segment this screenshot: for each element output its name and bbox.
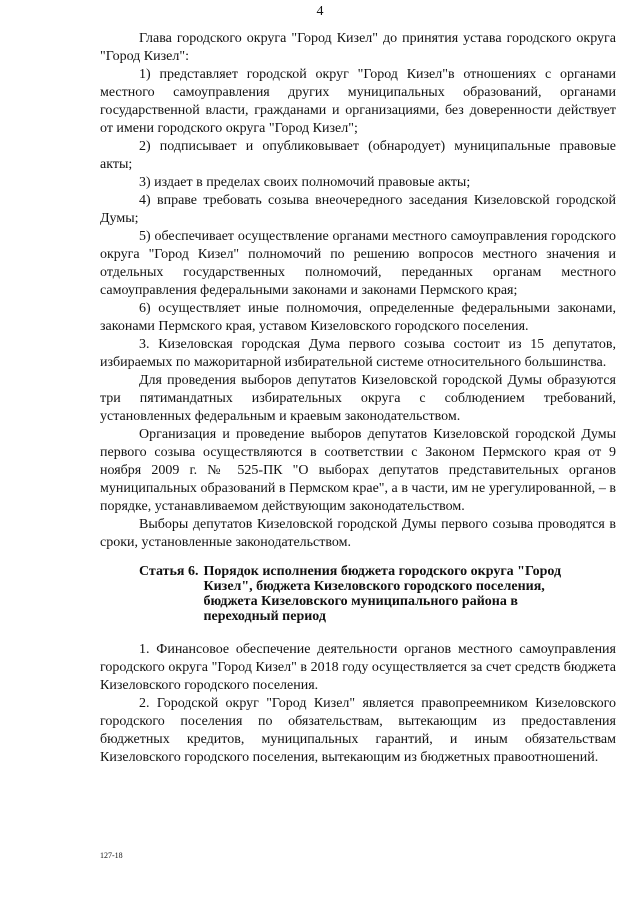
paragraph-power-2: 2) подписывает и опубликовывает (обнародует) муниципальные правовые акты; [100,139,616,172]
paragraph-electoral-districts: Для проведения выборов депутатов Кизеловской городской Думы образуются три пятимандатных избирательных округа с соблюдением требований, установленных федеральным и краевым законодательством. [100,373,616,424]
paragraph-duma-composition: 3. Кизеловская городская Дума первого созыва состоит из 15 депутатов, избираемых по мажоритарной избирательной системе относительного большинства. [100,337,616,370]
article-label: Статья 6. [139,564,199,579]
paragraph-head-powers: Глава городского округа "Город Кизел" до принятия устава городского округа "Город Кизел": [100,31,616,64]
paragraph-power-6: 6) осуществляет иные полномочия, определенные федеральными законами, законами Пермского края, уставом Кизеловского городского поселения. [100,301,616,334]
paragraph-succession: 2. Городской округ "Город Кизел" является правопреемником Кизеловского городского поселения по обязательствам, вытекающим из предоставления бюджетных кредитов, муниципальных гарантий, и иным обязательствам Кизеловского городского поселения, вытекающим из бюджетных правоотношений. [100,696,616,765]
paragraph-power-1: 1) представляет городской округ "Город Кизел"в отношениях с органами местного самоуправления других муниципальных образований, органами государственной власти, гражданами и организациями, без доверенности действует от имени городского округа "Город Кизел"; [100,67,616,136]
article-title: Порядок исполнения бюджета городского округа "Город Кизел", бюджета Кизеловского городского поселения, бюджета Кизеловского муниципального района в переходный период [203,564,562,624]
paragraph-financing: 1. Финансовое обеспечение деятельности органов местного самоуправления городского округа "Город Кизел" в 2018 году осуществляется за счет средств бюджета Кизеловского городского поселения. [100,642,616,693]
document-code: 127-18 [100,851,123,860]
page-number: 4 [316,4,324,19]
paragraph-power-3: 3) издает в пределах своих полномочий правовые акты; [139,175,471,190]
paragraph-election-organization: Организация и проведение выборов депутатов Кизеловской городской Думы первого созыва осуществляются в соответствии с Законом Пермского края от 9 ноября 2009 г. № 525-ПК "О выборах депутатов представительных органов муниципальных образований в Пермском крае", а в части, им не урегулированной, – в порядке, устанавливаемом действующим законодательством. [100,427,616,514]
paragraph-power-4: 4) вправе требовать созыва внеочередного заседания Кизеловской городской Думы; [100,193,616,226]
paragraph-power-5: 5) обеспечивает осуществление органами местного самоуправления городского округа "Город Кизел" полномочий по решению вопросов местного значения и отдельных государственных полномочий, переданных органам местного самоуправления федеральными законами и законами Пермского края; [100,229,616,298]
page-content [100,30,616,767]
paragraph-election-dates: Выборы депутатов Кизеловской городской Думы первого созыва проводятся в сроки, установленные законодательством. [100,517,616,550]
article-heading [139,564,616,624]
